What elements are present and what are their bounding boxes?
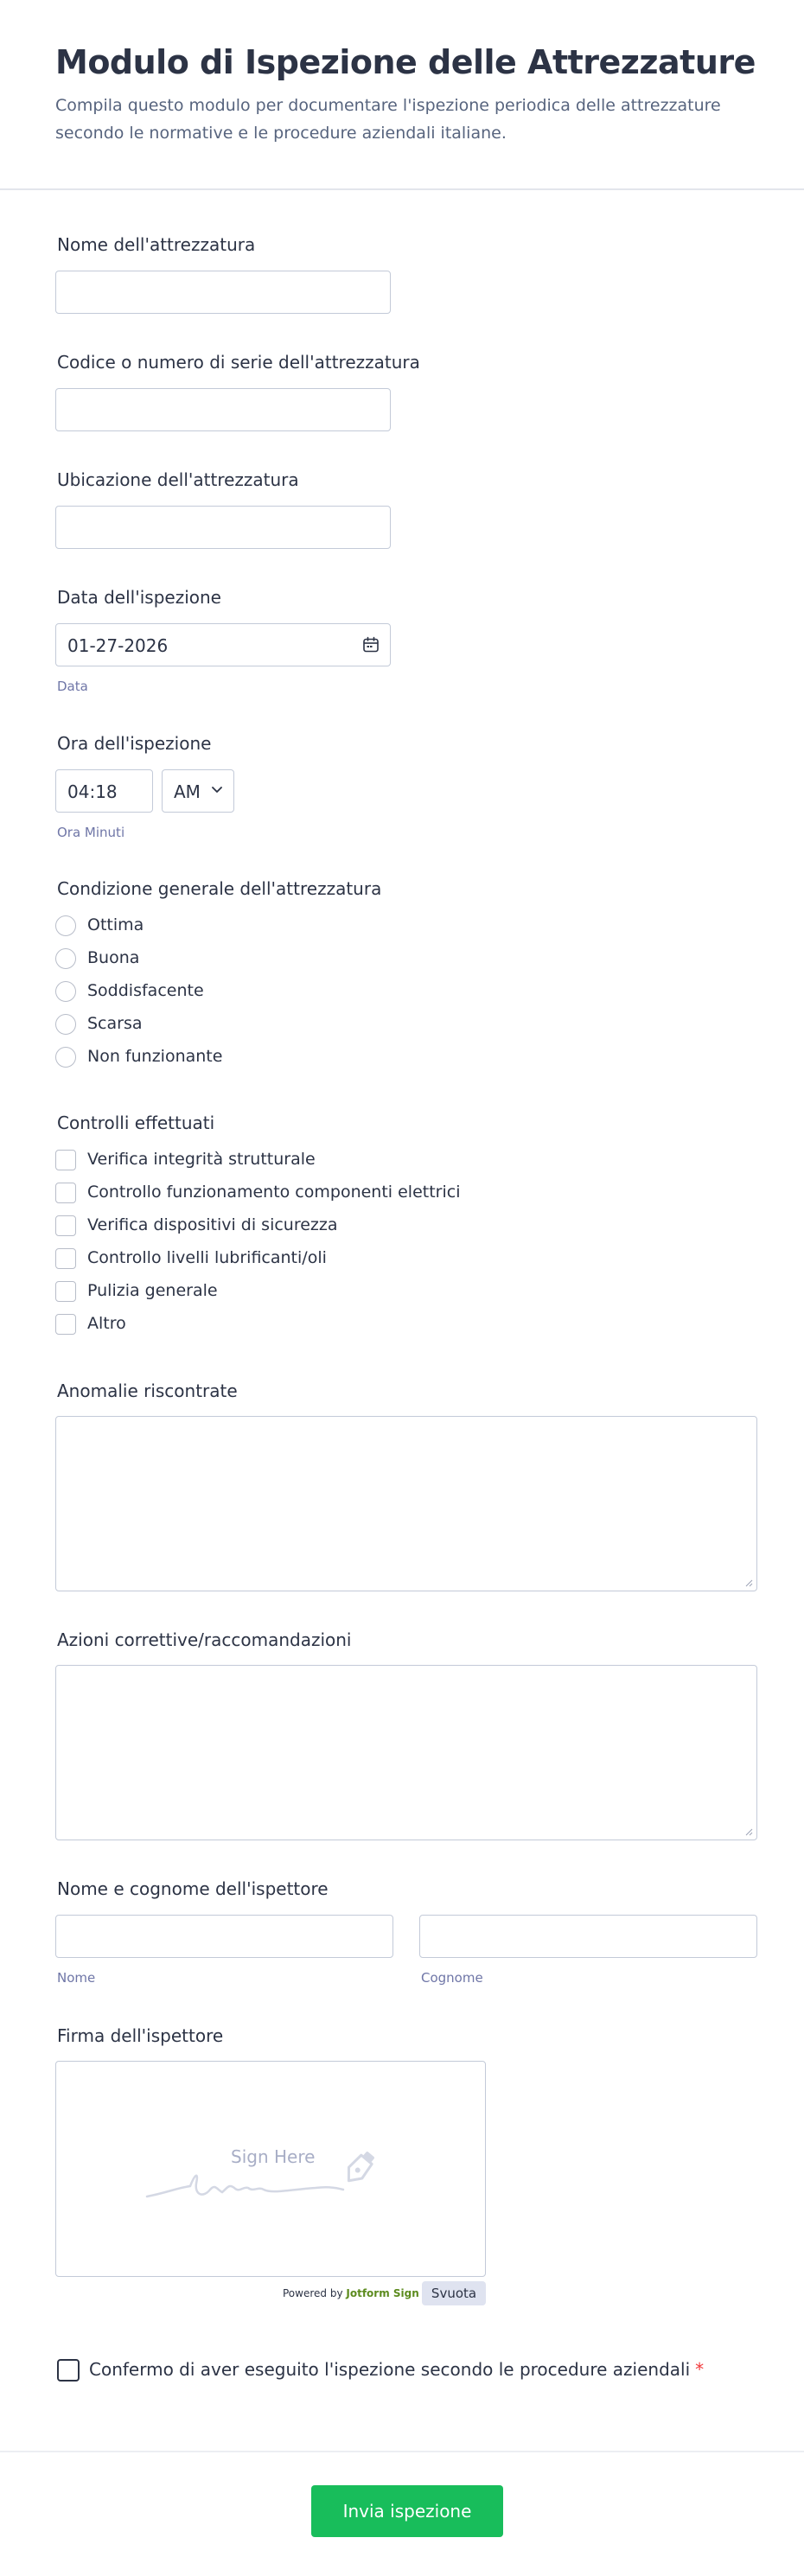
first-name-input[interactable] xyxy=(55,1915,393,1958)
anomalies-label: Anomalie riscontrate xyxy=(57,1380,238,1401)
form-header xyxy=(0,0,804,190)
form-description: Compila questo modulo per documentare l'ispezione periodica delle attrezzature secondo le normative e le procedure aziendali italiane. xyxy=(55,96,721,143)
checks-option-label: Altro xyxy=(87,1314,126,1333)
checkbox[interactable] xyxy=(55,1215,76,1236)
confirm-checkbox[interactable] xyxy=(57,2359,80,2382)
form-title: Modulo di Ispezione delle Attrezzature xyxy=(55,43,756,81)
location-input[interactable] xyxy=(55,506,391,549)
radio-button[interactable] xyxy=(55,948,76,969)
checks-option[interactable] xyxy=(55,1181,747,1205)
ampm-select[interactable] xyxy=(162,769,234,813)
checks-option-label: Verifica integrità strutturale xyxy=(87,1150,316,1169)
radio-button[interactable] xyxy=(55,1047,76,1068)
signature-hint: Sign Here xyxy=(231,2146,316,2167)
inspection-time-label: Ora dell'ispezione xyxy=(57,733,212,754)
checks-option[interactable] xyxy=(55,1148,747,1172)
jotform-sign-brand: Jotform Sign xyxy=(346,2287,419,2299)
radio-button[interactable] xyxy=(55,1014,76,1035)
inspection-date-label: Data dell'ispezione xyxy=(57,587,221,608)
checkbox[interactable] xyxy=(55,1183,76,1203)
corrective-label: Azioni correttive/raccomandazioni xyxy=(57,1629,352,1650)
serial-code-label: Codice o numero di serie dell'attrezzatura xyxy=(57,352,420,373)
checks-option[interactable] xyxy=(55,1214,747,1238)
inspection-time-input[interactable] xyxy=(55,769,153,813)
checks-option[interactable] xyxy=(55,1279,747,1304)
condition-label: Condizione generale dell'attrezzatura xyxy=(57,878,382,899)
radio-button[interactable] xyxy=(55,915,76,936)
checks-option-label: Pulizia generale xyxy=(87,1281,218,1300)
condition-option[interactable] xyxy=(55,1045,747,1069)
submit-button[interactable]: Invia ispezione xyxy=(311,2485,503,2537)
checkbox[interactable] xyxy=(55,1150,76,1170)
corrective-textarea[interactable] xyxy=(55,1665,757,1840)
condition-option[interactable] xyxy=(55,947,747,971)
serial-code-input[interactable] xyxy=(55,388,391,431)
anomalies-textarea[interactable] xyxy=(55,1416,757,1591)
signature-pen-icon xyxy=(143,2145,411,2214)
equipment-name-label: Nome dell'attrezzatura xyxy=(57,234,256,255)
checkbox[interactable] xyxy=(55,1281,76,1302)
signature-pad[interactable] xyxy=(55,2061,486,2277)
calendar-icon[interactable] xyxy=(362,636,380,654)
checks-option-label: Controllo livelli lubrificanti/oli xyxy=(87,1248,327,1267)
inspection-time-sublabel: Ora Minuti xyxy=(57,825,125,840)
required-mark: * xyxy=(695,2359,705,2380)
checks-label: Controlli effettuati xyxy=(57,1113,215,1133)
last-name-input[interactable] xyxy=(419,1915,757,1958)
ampm-value: AM xyxy=(174,781,201,802)
inspection-time-value: 04:18 xyxy=(67,781,118,802)
footer-divider xyxy=(0,2451,804,2452)
resize-handle-icon[interactable] xyxy=(744,1578,753,1587)
confirm-label: Confermo di aver eseguito l'ispezione secondo le procedure aziendali * xyxy=(89,2359,705,2380)
powered-by-text: Powered by Jotform Sign xyxy=(283,2287,419,2299)
first-name-sublabel: Nome xyxy=(57,1970,96,1986)
condition-option-label: Non funzionante xyxy=(87,1047,223,1066)
inspector-name-label: Nome e cognome dell'ispettore xyxy=(57,1878,329,1899)
inspection-date-value: 01-27-2026 xyxy=(67,635,169,656)
resize-handle-icon[interactable] xyxy=(744,1827,753,1836)
checks-option-label: Controllo funzionamento componenti elettrici xyxy=(87,1183,461,1202)
equipment-name-input[interactable] xyxy=(55,271,391,314)
checks-option[interactable] xyxy=(55,1247,747,1271)
clear-signature-button[interactable]: Svuota xyxy=(422,2281,486,2305)
checks-option-label: Verifica dispositivi di sicurezza xyxy=(87,1215,338,1234)
condition-option[interactable] xyxy=(55,979,747,1004)
condition-option[interactable] xyxy=(55,914,747,938)
condition-option-label: Scarsa xyxy=(87,1014,143,1033)
condition-option-label: Buona xyxy=(87,948,140,967)
inspection-date-input[interactable] xyxy=(55,623,391,666)
radio-button[interactable] xyxy=(55,981,76,1002)
chevron-down-icon xyxy=(211,786,223,794)
condition-option-label: Soddisfacente xyxy=(87,981,204,1000)
inspection-date-sublabel: Data xyxy=(57,679,88,694)
last-name-sublabel: Cognome xyxy=(421,1970,483,1986)
condition-option-label: Ottima xyxy=(87,915,144,934)
condition-option[interactable] xyxy=(55,1012,747,1036)
signature-label: Firma dell'ispettore xyxy=(57,2025,224,2046)
checkbox[interactable] xyxy=(55,1314,76,1335)
location-label: Ubicazione dell'attrezzatura xyxy=(57,469,299,490)
checks-option[interactable] xyxy=(55,1312,747,1336)
checkbox[interactable] xyxy=(55,1248,76,1269)
